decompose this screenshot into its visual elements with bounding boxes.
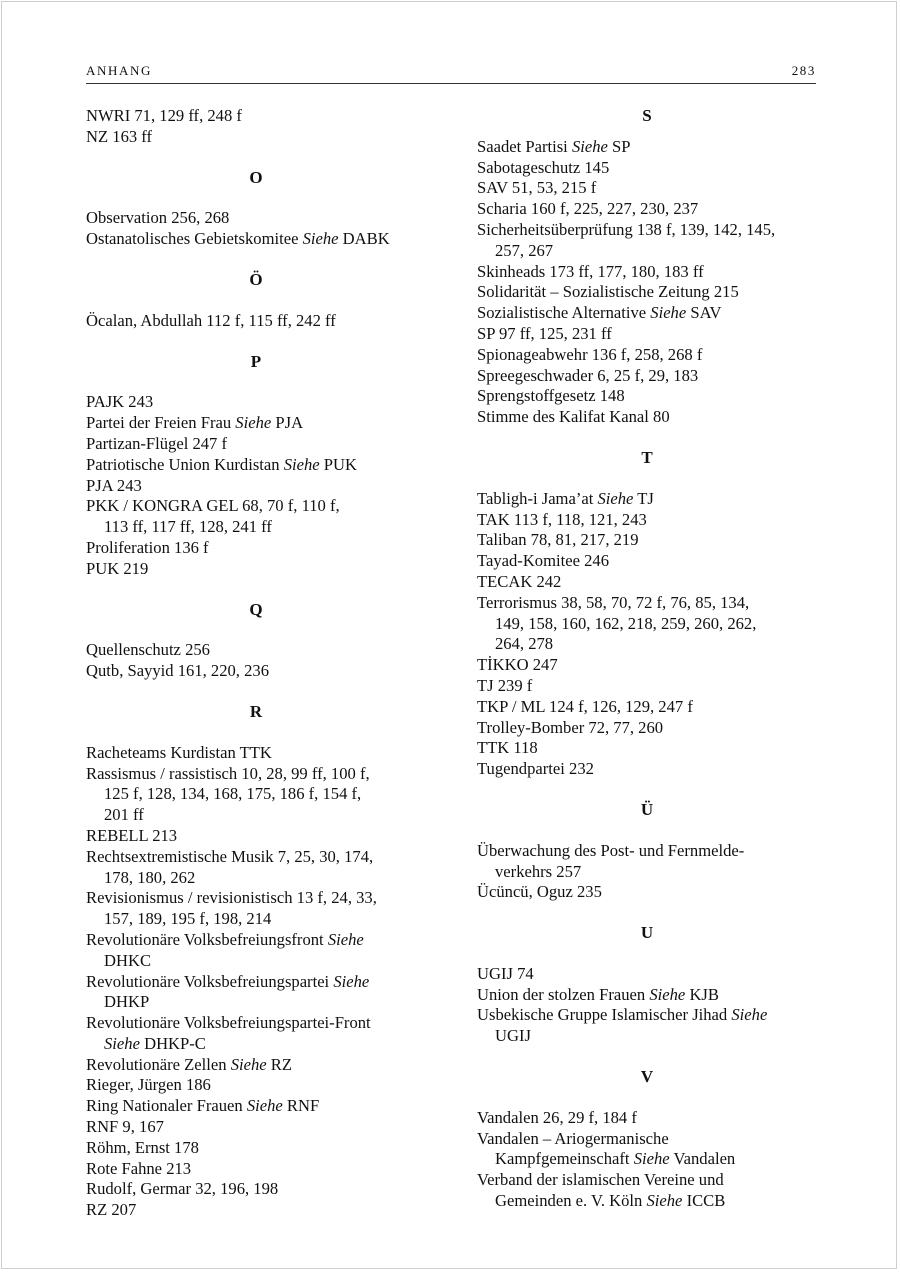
entry-line: Tayad-Komitee 246 — [477, 551, 610, 571]
entry-line: PJA 243 — [86, 475, 142, 495]
entry-text: Saadet Partisi — [477, 136, 572, 156]
see-reference-label: Siehe — [283, 454, 320, 474]
section-letter: Ö — [249, 269, 263, 289]
index-entry — [477, 841, 817, 883]
entry-text: Revolutionäre Volksbefreiungspartei — [86, 971, 334, 991]
index-entry — [477, 551, 817, 572]
see-reference-label: Siehe — [571, 136, 608, 156]
entry-continuation — [477, 1191, 817, 1212]
index-entry — [477, 324, 817, 345]
entry-line — [477, 303, 721, 322]
index-entry — [86, 413, 426, 434]
entry-line: Scharia 160 f, 225, 227, 230, 237 — [477, 199, 699, 219]
entry-line — [477, 985, 719, 1004]
entry-line — [477, 137, 630, 156]
entry-line: Rote Fahne 213 — [86, 1158, 192, 1178]
index-entry — [86, 106, 426, 127]
index-column-left — [86, 106, 426, 1221]
running-header — [86, 63, 816, 84]
entry-line: Quellenschutz 256 — [86, 640, 210, 660]
index-entry — [86, 559, 426, 580]
entry-line: SAV 51, 53, 215 f — [477, 178, 597, 198]
index-entry — [86, 930, 426, 972]
entry-line — [477, 1005, 767, 1024]
entry-line: PKK / KONGRA GEL 68, 70 f, 110 f, — [86, 496, 340, 516]
entry-line: Qutb, Sayyid 161, 220, 236 — [86, 661, 269, 681]
index-entry — [477, 282, 817, 303]
index-entry — [86, 743, 426, 764]
index-entry — [86, 392, 426, 413]
entry-line: Öcalan, Abdullah 112 f, 115 ff, 242 ff — [86, 310, 336, 330]
entry-continuation: DHKC — [104, 950, 152, 970]
entry-continuation: 125 f, 128, 134, 168, 175, 186 f, 154 f, — [104, 784, 362, 804]
entry-text: DHKP-C — [139, 1033, 206, 1053]
entry-line: Racheteams Kurdistan TTK — [86, 742, 272, 762]
entry-line: TKP / ML 124 f, 126, 129, 247 f — [477, 696, 693, 716]
index-entry — [477, 593, 817, 655]
index-column-right — [477, 106, 817, 1212]
see-reference-label: Siehe — [731, 1005, 768, 1025]
entry-text: ICCB — [682, 1191, 726, 1211]
see-reference-label: Siehe — [230, 1054, 267, 1074]
entry-line — [86, 972, 369, 991]
entry-continuation: 178, 180, 262 — [104, 867, 196, 887]
index-entry — [86, 434, 426, 455]
index-entry — [477, 489, 817, 510]
see-reference-label: Siehe — [633, 1149, 670, 1169]
index-entry — [477, 985, 817, 1006]
entry-line: TİKKO 247 — [477, 655, 558, 675]
section-letter: T — [641, 447, 653, 467]
see-reference-label: Siehe — [104, 1033, 140, 1053]
entry-text: Ostanatolisches Gebietskomitee — [86, 229, 303, 249]
entry-line: Rassismus / rassistisch 10, 28, 99 ff, 100 f, — [86, 763, 370, 783]
entry-line: Solidarität – Sozialistische Zeitung 215 — [477, 282, 739, 302]
index-entry — [477, 407, 817, 428]
entry-line: Observation 256, 268 — [86, 208, 230, 228]
index-entry — [477, 655, 817, 676]
entry-line — [477, 489, 654, 508]
entry-text: Usbekische Gruppe Islamischer Jihad — [477, 1005, 732, 1025]
index-entry — [86, 455, 426, 476]
see-reference-label: Siehe — [333, 971, 370, 991]
entry-line: Revisionismus / revisionistisch 13 f, 24, 33, — [86, 888, 377, 908]
index-entry — [86, 1075, 426, 1096]
index-entry — [477, 882, 817, 903]
entry-text: Revolutionäre Volksbefreiungsfront — [86, 929, 328, 949]
index-entry — [477, 303, 817, 324]
index-entry — [477, 530, 817, 551]
entry-line: Sicherheitsüberprüfung 138 f, 139, 142, 145, — [477, 219, 776, 239]
entry-line: UGIJ 74 — [477, 963, 534, 983]
index-entry — [86, 208, 426, 229]
index-entry — [477, 1108, 817, 1129]
entry-line: Taliban 78, 81, 217, 219 — [477, 530, 639, 550]
entry-continuation: 264, 278 — [495, 634, 554, 654]
index-entry — [86, 847, 426, 889]
entry-line: Rechtsextremistische Musik 7, 25, 30, 174, — [86, 846, 374, 866]
entry-text: Patriotische Union Kurdistan — [86, 454, 284, 474]
entry-text: PJA — [271, 413, 304, 433]
entry-text: RNF — [282, 1096, 320, 1116]
entry-line: Spionageabwehr 136 f, 258, 268 f — [477, 344, 703, 364]
index-entry — [86, 1200, 426, 1221]
index-entry — [477, 1129, 817, 1171]
entry-text: SAV — [686, 303, 722, 323]
entry-line: Verband der islamischen Vereine und — [477, 1170, 724, 1190]
entry-line: Überwachung des Post- und Fernmelde- — [477, 840, 745, 860]
entry-line: Röhm, Ernst 178 — [86, 1137, 199, 1157]
entry-text: Kampfgemeinschaft — [495, 1149, 634, 1169]
entry-line: RNF 9, 167 — [86, 1117, 164, 1137]
entry-text: Union der stolzen Frauen — [477, 984, 650, 1004]
see-reference-label: Siehe — [597, 488, 634, 508]
index-entry — [477, 386, 817, 407]
entry-line: Stimme des Kalifat Kanal 80 — [477, 407, 670, 427]
index-entry — [477, 199, 817, 220]
entry-line: TTK 118 — [477, 738, 538, 758]
entry-line: Rieger, Jürgen 186 — [86, 1075, 211, 1095]
entry-line: Partizan-Flügel 247 f — [86, 433, 228, 453]
entry-line: Proliferation 136 f — [86, 537, 209, 557]
entry-line: Sabotageschutz 145 — [477, 157, 610, 177]
entry-line: NWRI 71, 129 ff, 248 f — [86, 106, 242, 125]
entry-line: TECAK 242 — [477, 571, 562, 591]
see-reference-label: Siehe — [646, 1191, 683, 1211]
entry-line: Vandalen 26, 29 f, 184 f — [477, 1107, 637, 1127]
index-entry — [86, 1096, 426, 1117]
entry-line — [86, 1055, 292, 1074]
entry-continuation: 113 ff, 117 ff, 128, 241 ff — [104, 517, 272, 537]
index-entry — [86, 1013, 426, 1055]
entry-text: SP — [607, 136, 631, 156]
entry-continuation: verkehrs 257 — [495, 861, 582, 881]
entry-line: TJ 239 f — [477, 675, 533, 695]
entry-line — [86, 1096, 319, 1115]
see-reference-label: Siehe — [302, 229, 339, 249]
entry-line: Ücüncü, Oguz 235 — [477, 882, 602, 902]
see-reference-label: Siehe — [649, 984, 686, 1004]
entry-line: TAK 113 f, 118, 121, 243 — [477, 509, 647, 529]
index-entry — [477, 1005, 817, 1047]
entry-continuation — [86, 1034, 426, 1055]
entry-text: Gemeinden e. V. Köln — [495, 1191, 647, 1211]
index-entry — [477, 345, 817, 366]
entry-line: RZ 207 — [86, 1200, 137, 1220]
entry-line: Trolley-Bomber 72, 77, 260 — [477, 717, 664, 737]
index-entry — [477, 137, 817, 158]
see-reference-label: Siehe — [235, 413, 272, 433]
entry-line: PUK 219 — [86, 558, 149, 578]
entry-text: RZ — [266, 1054, 292, 1074]
see-reference-label: Siehe — [246, 1096, 283, 1116]
entry-line — [86, 229, 390, 248]
entry-line: Spreegeschwader 6, 25 f, 29, 183 — [477, 365, 699, 385]
entry-line: Skinheads 173 ff, 177, 180, 183 ff — [477, 261, 704, 281]
see-reference-label: Siehe — [327, 929, 364, 949]
running-header-title: ANHANG — [86, 63, 152, 78]
entry-line: Revolutionäre Volksbefreiungspartei-Front — [86, 1013, 371, 1033]
section-letter: U — [640, 923, 654, 943]
index-entry — [86, 538, 426, 559]
index-entry — [86, 476, 426, 497]
entry-line — [86, 930, 364, 949]
index-entry — [86, 888, 426, 930]
index-entry — [477, 738, 817, 759]
entry-continuation: 257, 267 — [495, 240, 554, 260]
index-entry — [86, 127, 426, 148]
index-entry — [477, 697, 817, 718]
entry-text: Vandalen — [669, 1149, 736, 1169]
index-entry — [86, 496, 426, 538]
entry-continuation: 149, 158, 160, 162, 218, 259, 260, 262, — [495, 613, 757, 633]
index-entry — [86, 1117, 426, 1138]
entry-text: TJ — [633, 488, 654, 508]
index-entry — [477, 262, 817, 283]
index-entry — [477, 510, 817, 531]
section-letter: O — [249, 167, 263, 187]
index-entry — [86, 1055, 426, 1076]
entry-text: Tabligh-i Jama’at — [477, 488, 598, 508]
entry-text: Partei der Freien Frau — [86, 413, 236, 433]
entry-line — [86, 455, 357, 474]
entry-text: Revolutionäre Zellen — [86, 1054, 231, 1074]
entry-line: Rudolf, Germar 32, 196, 198 — [86, 1179, 279, 1199]
entry-continuation: UGIJ — [495, 1026, 531, 1046]
entry-continuation: 201 ff — [104, 805, 144, 825]
entry-text: KJB — [685, 984, 719, 1004]
index-entry — [477, 1170, 817, 1212]
index-entry — [86, 1159, 426, 1180]
section-letter: S — [642, 106, 652, 125]
entry-line: Tugendpartei 232 — [477, 759, 594, 779]
entry-line — [86, 413, 303, 432]
index-entry — [86, 661, 426, 682]
section-letter: Q — [249, 599, 263, 619]
section-letter: P — [250, 351, 262, 371]
index-entry — [477, 676, 817, 697]
entry-text: Ring Nationaler Frauen — [86, 1096, 247, 1116]
index-entry — [477, 366, 817, 387]
entry-text: DABK — [338, 229, 390, 249]
index-entry — [86, 826, 426, 847]
index-entry — [477, 964, 817, 985]
index-entry — [477, 759, 817, 780]
entry-text: Sozialistische Alternative — [477, 303, 651, 323]
index-entry — [86, 1179, 426, 1200]
index-entry — [477, 220, 817, 262]
entry-line: Terrorismus 38, 58, 70, 72 f, 76, 85, 134, — [477, 592, 750, 612]
index-entry — [86, 229, 426, 250]
section-letter: R — [249, 701, 263, 721]
entry-text: PUK — [319, 454, 358, 474]
see-reference-label: Siehe — [650, 303, 687, 323]
section-letter: Ü — [640, 799, 654, 819]
entry-line: SP 97 ff, 125, 231 ff — [477, 323, 612, 343]
index-entry — [477, 158, 817, 179]
index-entry — [477, 178, 817, 199]
index-entry — [86, 311, 426, 332]
entry-line: NZ 163 ff — [86, 126, 153, 146]
index-entry — [86, 1138, 426, 1159]
entry-continuation: 157, 189, 195 f, 198, 214 — [104, 909, 272, 929]
entry-line: REBELL 213 — [86, 825, 178, 845]
index-entry — [477, 572, 817, 593]
index-entry — [86, 640, 426, 661]
entry-line: Vandalen – Ariogermanische — [477, 1128, 669, 1148]
section-letter: V — [640, 1067, 654, 1087]
index-entry — [86, 764, 426, 826]
entry-line: Sprengstoffgesetz 148 — [477, 386, 625, 406]
entry-line: PAJK 243 — [86, 392, 154, 412]
entry-continuation: DHKP — [104, 992, 150, 1012]
index-entry — [86, 972, 426, 1014]
entry-continuation — [477, 1149, 817, 1170]
index-entry — [477, 718, 817, 739]
page-number: 283 — [791, 63, 816, 78]
